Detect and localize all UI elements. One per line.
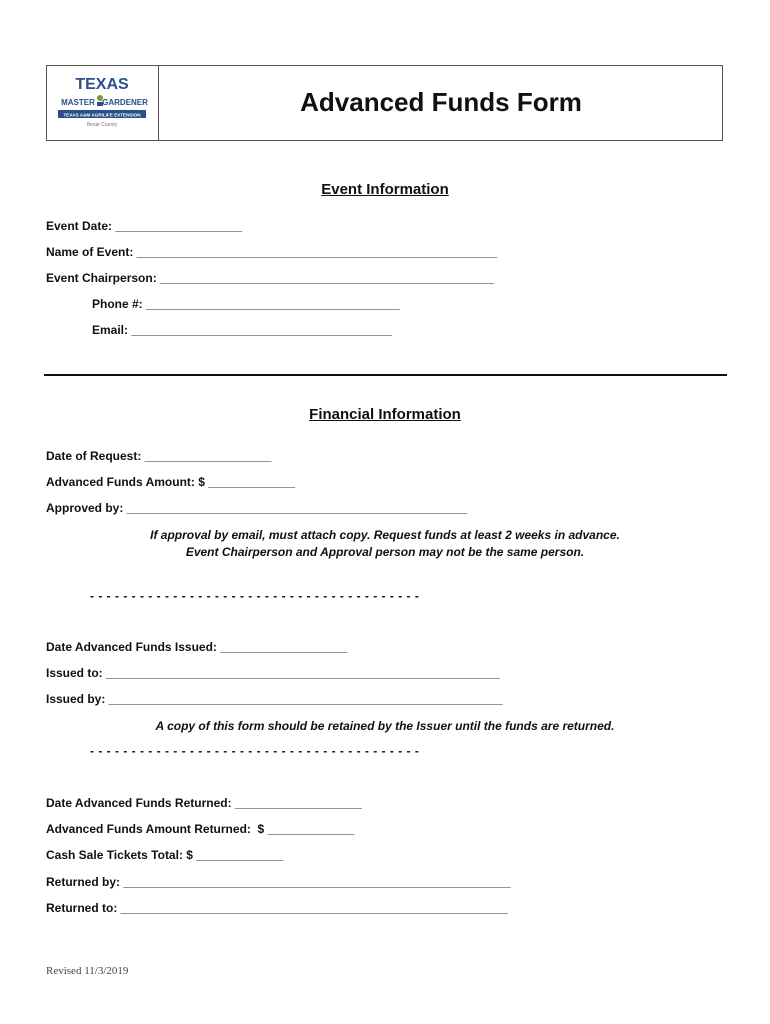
financial-information-heading: Financial Information <box>309 406 461 423</box>
date-of-request-field[interactable]: Date of Request: ___________________ <box>46 449 272 463</box>
logo-county-text: Bexar County <box>86 122 118 128</box>
phone-field[interactable]: Phone #: ______________________________________ <box>92 297 400 311</box>
form-title: Advanced Funds Form <box>300 87 582 117</box>
date-issued-field[interactable]: Date Advanced Funds Issued: ___________________ <box>46 640 348 654</box>
issued-to-field[interactable]: Issued to: ___________________________________________________________ <box>46 666 500 680</box>
cash-sale-tickets-field[interactable]: Cash Sale Tickets Total: $ _____________ <box>46 848 284 862</box>
advanced-funds-amount-field[interactable]: Advanced Funds Amount: $ _____________ <box>46 475 295 489</box>
email-field[interactable]: Email: _______________________________________ <box>92 323 392 337</box>
dashed-separator-1: - - - - - - - - - - - - - - - - - - - - - - - - - - - - - - - - - - - - - - - - <box>90 589 420 603</box>
event-information-heading: Event Information <box>321 181 449 198</box>
event-chairperson-field[interactable]: Event Chairperson: __________________________________________________ <box>46 271 494 285</box>
amount-returned-field[interactable]: Advanced Funds Amount Returned: $ _____________ <box>46 822 355 836</box>
texas-master-gardener-logo <box>56 72 148 134</box>
date-returned-field[interactable]: Date Advanced Funds Returned: ___________________ <box>46 796 362 810</box>
logo-texas-text: TEXAS <box>75 76 129 93</box>
logo-master-text: MASTER <box>61 98 95 107</box>
returned-to-field[interactable]: Returned to: __________________________________________________________ <box>46 901 508 915</box>
revised-date: Revised 11/3/2019 <box>46 965 129 977</box>
logo-agrilife-text: TEXAS A&M AGRILIFE EXTENSION <box>63 112 141 118</box>
event-name-field[interactable]: Name of Event: ______________________________________________________ <box>46 245 498 259</box>
logo-gardener-text: GARDENER <box>102 98 148 107</box>
event-date-field[interactable]: Event Date: ___________________ <box>46 219 243 233</box>
section-divider <box>44 374 727 376</box>
issuer-note: A copy of this form should be retained by the Issuer until the funds are returned. <box>155 719 615 733</box>
issued-by-field[interactable]: Issued by: ___________________________________________________________ <box>46 692 503 706</box>
dashed-separator-2: - - - - - - - - - - - - - - - - - - - - - - - - - - - - - - - - - - - - - - - - <box>90 744 420 758</box>
approved-by-field[interactable]: Approved by: ___________________________________________________ <box>46 501 468 515</box>
approval-note-line1: If approval by email, must attach copy. Request funds at least 2 weeks in advance. <box>150 528 620 542</box>
returned-by-field[interactable]: Returned by: __________________________________________________________ <box>46 875 511 889</box>
approval-note-line2: Event Chairperson and Approval person may not be the same person. <box>185 545 585 559</box>
